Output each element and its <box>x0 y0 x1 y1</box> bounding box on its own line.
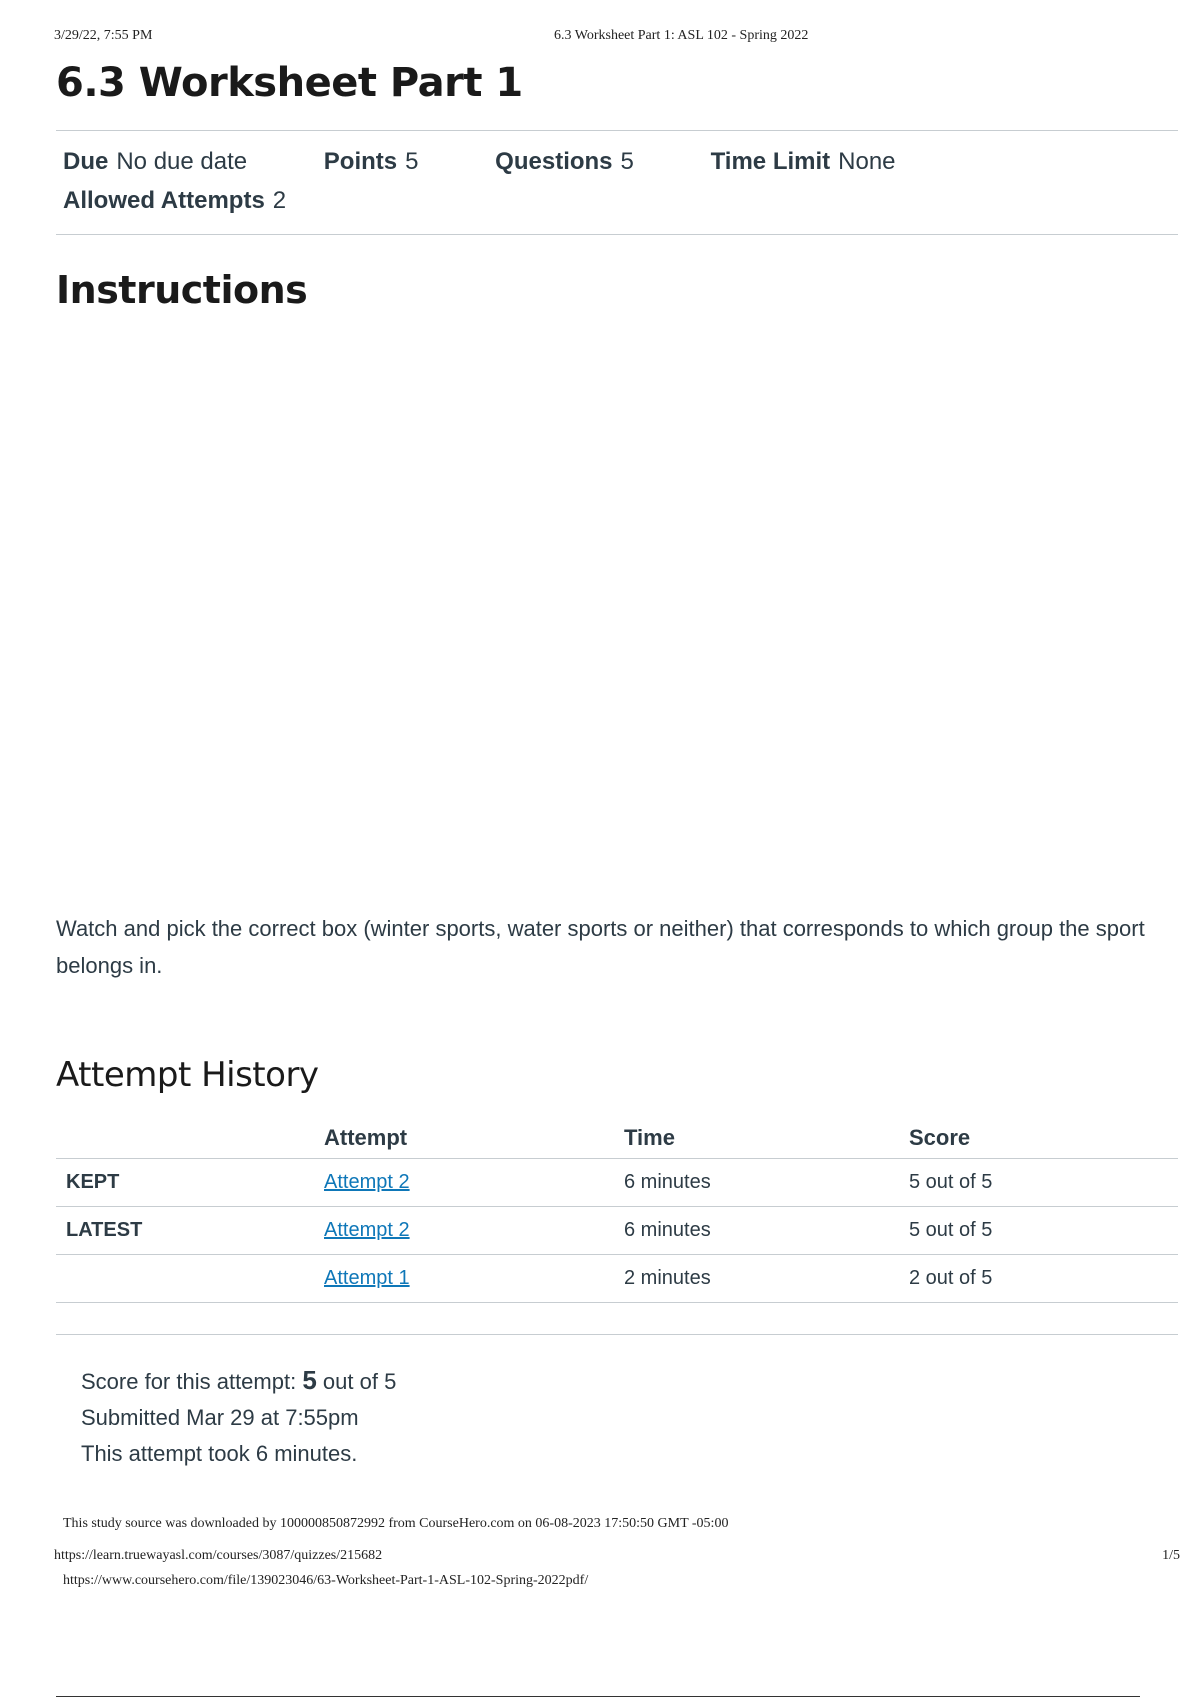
attempt-link[interactable]: Attempt 1 <box>324 1267 410 1289</box>
instructions-text: Watch and pick the correct box (winter sports, water sports or neither) that corresponds to which group the sport belongs in. <box>56 916 1145 978</box>
allowed-attempts-label: Allowed Attempts <box>63 187 265 214</box>
score-value: 5 <box>302 1365 317 1395</box>
attempt-history-heading: Attempt History <box>56 1055 319 1095</box>
column-header-attempt: Attempt <box>324 1118 624 1159</box>
due-meta <box>63 148 247 175</box>
attempt-time: 6 minutes <box>624 1207 909 1255</box>
allowed-attempts-meta <box>63 187 286 215</box>
submitted-text: Submitted Mar 29 at 7:55pm <box>81 1405 359 1430</box>
print-datetime: 3/29/22, 7:55 PM <box>54 28 153 43</box>
attempt-link[interactable]: Attempt 2 <box>324 1171 410 1193</box>
allowed-attempts-value: 2 <box>272 187 287 214</box>
points-label: Points <box>323 148 398 175</box>
divider <box>56 1334 1178 1335</box>
attempt-score: 2 out of 5 <box>909 1255 1178 1303</box>
points-value: 5 <box>405 148 419 175</box>
duration-text: This attempt took 6 minutes. <box>81 1441 358 1466</box>
attempt-history-table <box>56 1118 1178 1303</box>
score-summary <box>81 1362 396 1472</box>
print-header <box>54 28 1174 48</box>
print-url: https://learn.truewayasl.com/courses/3087/quizzes/215682 <box>54 1548 383 1563</box>
column-header <box>56 1118 324 1159</box>
page-number: 1/5 <box>1162 1548 1180 1563</box>
attempt-score: 5 out of 5 <box>909 1159 1178 1207</box>
attempt-time: 6 minutes <box>624 1159 909 1207</box>
instructions-heading: Instructions <box>56 268 308 312</box>
coursehero-url: https://www.coursehero.com/file/139023046/63-Worksheet-Part-1-ASL-102-Spring-2022pdf/ <box>63 1573 589 1588</box>
column-header-time: Time <box>624 1118 909 1159</box>
time-limit-value: None <box>838 148 896 175</box>
score-suffix: out of 5 <box>322 1369 397 1394</box>
quiz-meta-row <box>63 148 896 176</box>
due-value: No due date <box>116 148 248 175</box>
print-page-title: 6.3 Worksheet Part 1: ASL 102 - Spring 2022 <box>554 28 809 43</box>
table-row <box>56 1207 1178 1255</box>
points-meta <box>324 148 419 175</box>
row-label: KEPT <box>56 1159 324 1207</box>
source-note: This study source was downloaded by 100000850872992 from CourseHero.com on 06-08-2023 17:50:50 GMT -05:00 <box>63 1516 729 1531</box>
divider <box>56 130 1178 131</box>
score-line <box>81 1362 396 1400</box>
row-label <box>56 1255 324 1303</box>
time-limit-meta <box>711 148 896 175</box>
page-title: 6.3 Worksheet Part 1 <box>56 60 523 106</box>
table-row <box>56 1255 1178 1303</box>
divider <box>56 234 1178 235</box>
divider <box>56 1696 1140 1697</box>
attempt-score: 5 out of 5 <box>909 1207 1178 1255</box>
column-header-score: Score <box>909 1118 1178 1159</box>
due-label: Due <box>63 148 109 175</box>
table-header-row <box>56 1118 1178 1159</box>
attempt-time: 2 minutes <box>624 1255 909 1303</box>
attempt-link[interactable]: Attempt 2 <box>324 1219 410 1241</box>
questions-label: Questions <box>495 148 613 175</box>
table-row <box>56 1159 1178 1207</box>
questions-meta <box>495 148 634 175</box>
row-label: LATEST <box>56 1207 324 1255</box>
time-limit-label: Time Limit <box>710 148 831 175</box>
questions-value: 5 <box>620 148 634 175</box>
score-prefix: Score for this attempt: <box>81 1369 297 1394</box>
